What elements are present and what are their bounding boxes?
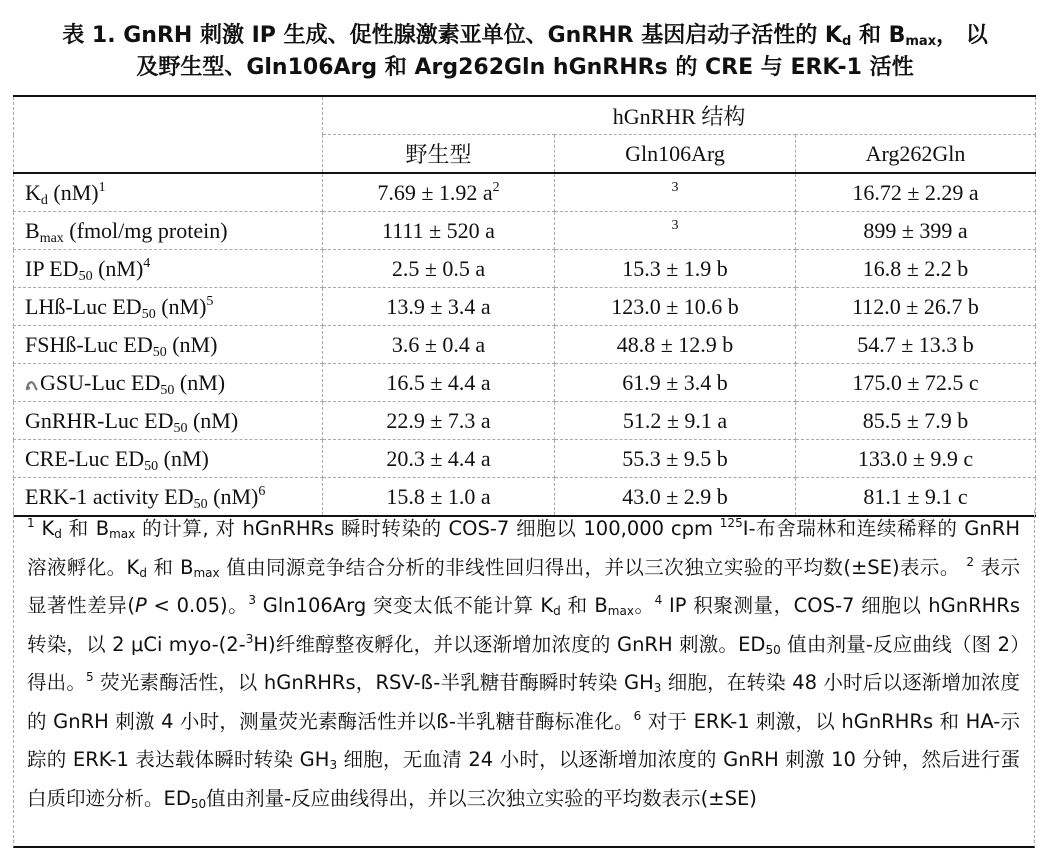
row-label: IP $ED_{50}$ (nM)$^4$: [14, 250, 323, 288]
cell-arg262gln: 175.0 ± 72.5 c: [796, 364, 1036, 402]
cell-wildtype: 22.9 ± 7.3 a: [323, 402, 555, 440]
header-empty-cell: [14, 135, 323, 174]
column-header-row: [14, 135, 1036, 174]
table-row: [14, 212, 1036, 250]
title-line1-mid: 和 B: [851, 23, 906, 48]
cell-wildtype: 16.5 ± 4.4 a: [323, 364, 555, 402]
cell-arg262gln: 899 ± 399 a: [796, 212, 1036, 250]
cell-gln106arg: 15.3 ± 1.9 b: [555, 250, 796, 288]
row-label: ERK-1 activity $ED_{50}$ (nM)$^6$: [14, 478, 323, 517]
row-label: GnRHR-Luc $ED_{50}$ (nM): [14, 402, 323, 440]
cell-gln106arg: 51.2 ± 9.1 a: [555, 402, 796, 440]
cell-wildtype: 13.9 ± 3.4 a: [323, 288, 555, 326]
table-row: [14, 250, 1036, 288]
cell-wildtype: 15.8 ± 1.0 a: [323, 478, 555, 517]
footnote-text: $^1$ $K_d$ 和 $B_{max}$ 的计算, 对 hGnRHRs 瞬时转染的 COS-7 细胞以 100,000 cpm $^{125}$I-布舍瑞林和连续稀释的 GnRH 溶液孵化。$K_d$ 和 $B_{max}$ 值由同源竞争结合分析的非线性回归得出，并以三次独立实验的平均数(±SE)表示。 $^2$ 表示显著性差异(P < 0.05)。$^3$ Gln106Arg 突变太低不能计算 $K_d$ 和 $B_{max}$。$^4$ IP 积聚测量，COS-7 细胞以 hGnRHRs 转染，以 2 μCi myo-(2-$^3$H)纤维醇整夜孵化，并以逐渐增加浓度的 GnRH 刺激。$ED_{50}$ 值由剂量-反应曲线（图 2）得出。$^5$ 荧光素酶活性，以 hGnRHRs，RSV-ß-半乳糖苷酶瞬时转染 $GH_3$ 细胞，在转染 48 小时后以逐渐增加浓度的 GnRH 刺激 4 小时，测量荧光素酶活性并以ß-半乳糖苷酶标准化。$^6$ 对于 ERK-1 刺激，以 hGnRHRs 和 HA-示踪的 ERK-1 表达载体瞬时转染 $GH_3$ 细胞，无血清 24 小时，以逐渐增加浓度的 GnRH 刺激 10 分钟，然后进行蛋白质印迹分析。$ED_{50}$值由剂量-反应曲线得出，并以三次独立实验的平均数表示(±SE): [27, 516, 1021, 811]
cell-gln106arg: 123.0 ± 10.6 b: [555, 288, 796, 326]
title-sub-d: d: [841, 34, 852, 49]
table-row: [14, 173, 1036, 212]
title-line-1: [0, 20, 1050, 52]
table-row: [14, 326, 1036, 364]
cell-wildtype: 2.5 ± 0.5 a: [323, 250, 555, 288]
group-header: hGnRHR 结构: [323, 96, 1036, 135]
title-line1-post: ， 以: [936, 23, 988, 48]
data-table-wrapper: [13, 95, 1035, 517]
cell-gln106arg: 55.3 ± 9.5 b: [555, 440, 796, 478]
group-header-row: [14, 96, 1036, 135]
cell-wildtype: 7.69 ± 1.92 $a^2$: [323, 173, 555, 212]
header-corner-cell: [14, 96, 323, 135]
cell-gln106arg: 61.9 ± 3.4 b: [555, 364, 796, 402]
row-label: FSHß-Luc $ED_{50}$ (nM): [14, 326, 323, 364]
row-label: $K_d$ (nM)$^1$: [14, 173, 323, 212]
data-table: [13, 95, 1036, 517]
col-header-gln106arg: Gln106Arg: [555, 135, 796, 174]
cell-wildtype: 1111 ± 520 a: [323, 212, 555, 250]
col-header-arg262gln: Arg262Gln: [796, 135, 1036, 174]
cell-gln106arg: 3: [555, 173, 796, 212]
table-title: [0, 20, 1050, 84]
row-label: LHß-Luc $ED_{50}$ (nM)$^5$: [14, 288, 323, 326]
cell-arg262gln: 85.5 ± 7.9 b: [796, 402, 1036, 440]
table-row: [14, 402, 1036, 440]
cell-arg262gln: 16.72 ± 2.29 a: [796, 173, 1036, 212]
cell-arg262gln: 112.0 ± 26.7 b: [796, 288, 1036, 326]
cell-gln106arg: 43.0 ± 2.9 b: [555, 478, 796, 517]
table-row: [14, 440, 1036, 478]
cell-wildtype: 20.3 ± 4.4 a: [323, 440, 555, 478]
alpha-glyph-icon: [25, 379, 39, 391]
cell-wildtype: 3.6 ± 0.4 a: [323, 326, 555, 364]
title-line1-text: 表 1. GnRH 刺激 IP 生成、促性腺激素亚单位、GnRHR 基因启动子活性的 K: [62, 23, 842, 48]
table-footnotes: [13, 510, 1035, 848]
cell-gln106arg: 3: [555, 212, 796, 250]
title-sub-max: max: [905, 34, 937, 49]
cell-arg262gln: 54.7 ± 13.3 b: [796, 326, 1036, 364]
cell-arg262gln: 133.0 ± 9.9 c: [796, 440, 1036, 478]
cell-gln106arg: 48.8 ± 12.9 b: [555, 326, 796, 364]
row-label: CRE-Luc $ED_{50}$ (nM): [14, 440, 323, 478]
table-row: [14, 288, 1036, 326]
row-label: GSU-Luc $ED_{50}$ (nM): [14, 364, 323, 402]
table-row: [14, 364, 1036, 402]
cell-arg262gln: 16.8 ± 2.2 b: [796, 250, 1036, 288]
row-label: $B_{max}$ (fmol/mg protein): [14, 212, 323, 250]
title-line-2: 及野生型、Gln106Arg 和 Arg262Gln hGnRHRs 的 CRE 与 ERK-1 活性: [136, 55, 914, 80]
cell-arg262gln: 81.1 ± 9.1 c: [796, 478, 1036, 517]
col-header-wildtype: 野生型: [323, 135, 555, 174]
